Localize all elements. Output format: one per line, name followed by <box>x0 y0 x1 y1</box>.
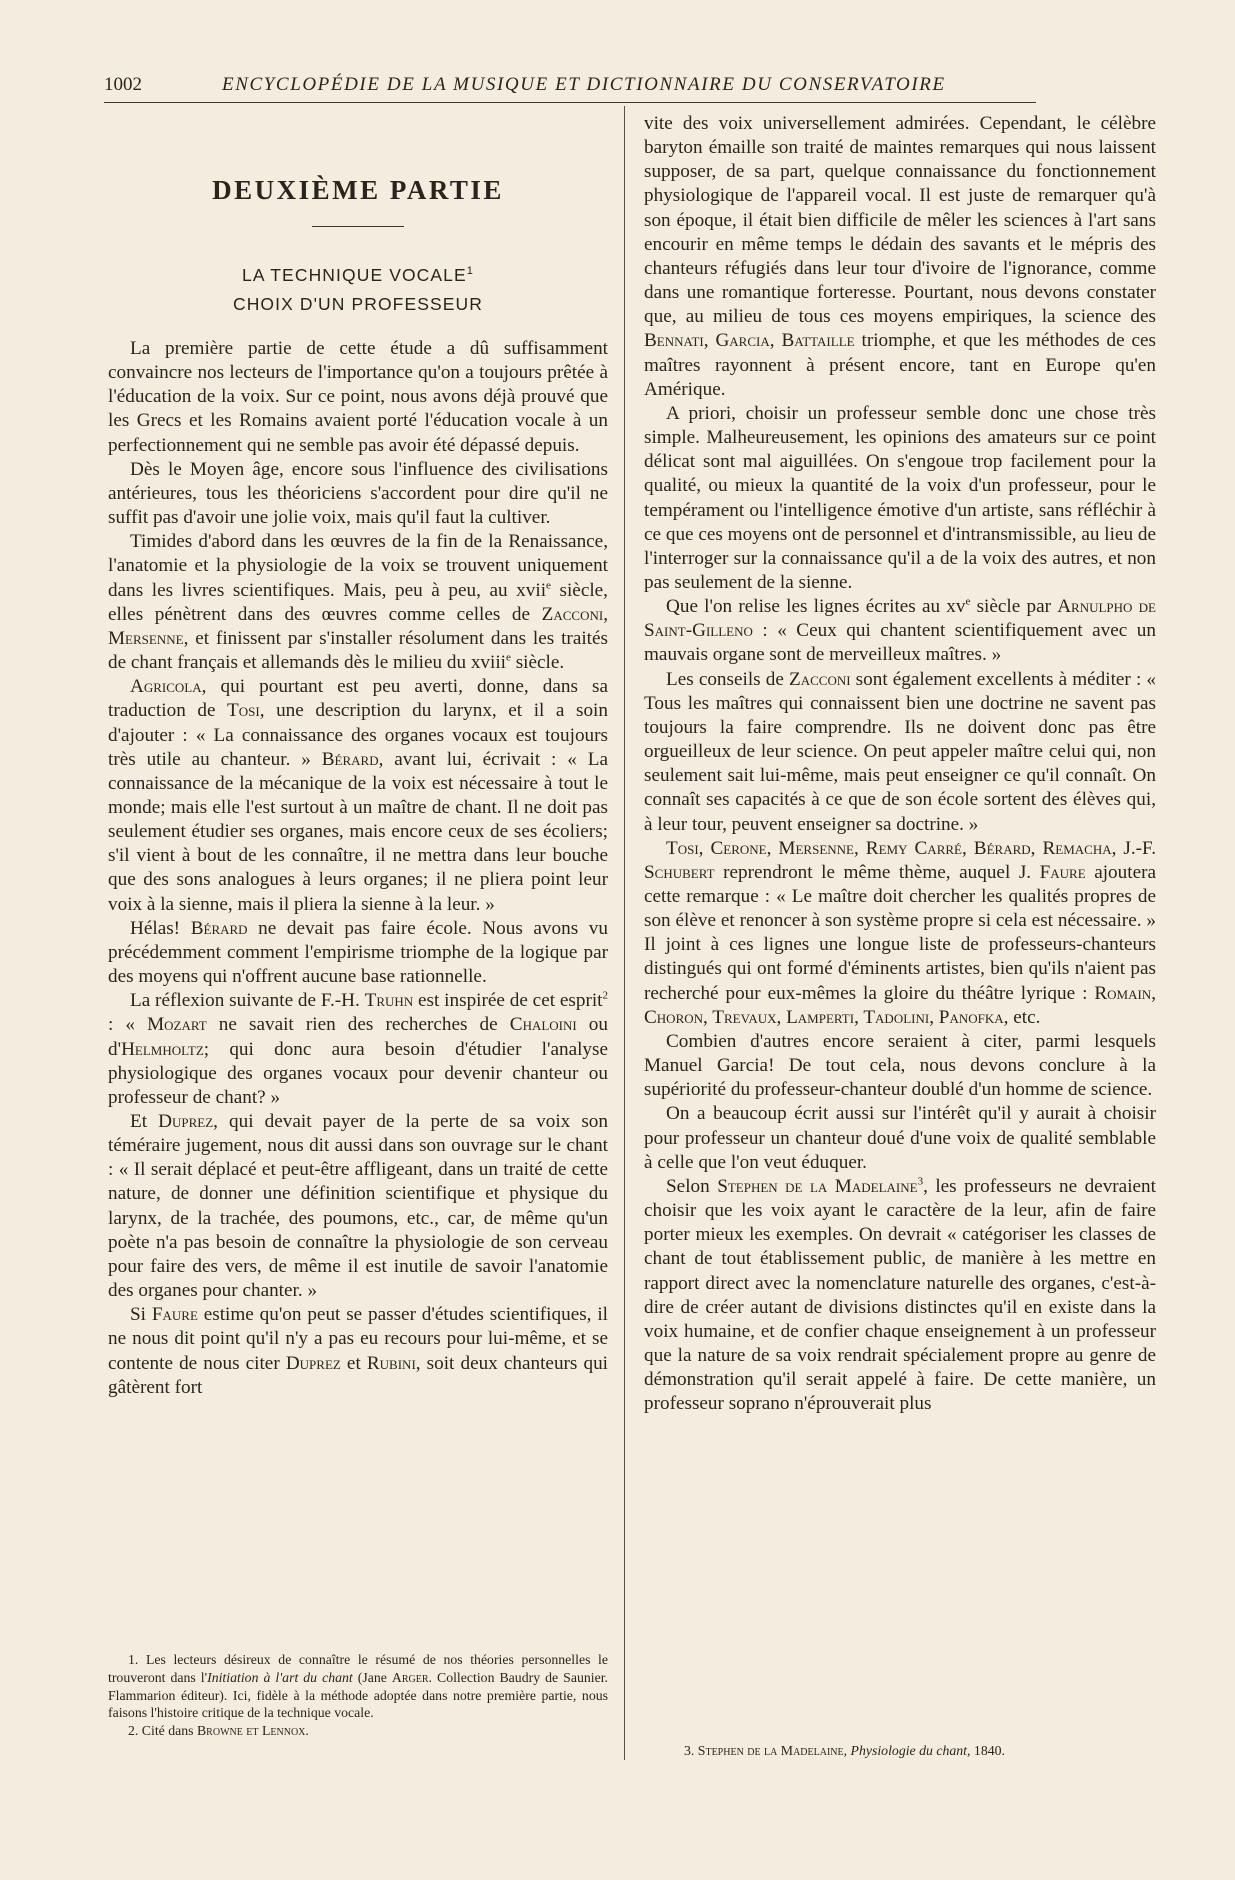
person-name: Rubini <box>366 1352 416 1374</box>
running-header <box>104 72 1036 102</box>
person-name: Bérard <box>190 917 248 939</box>
person-name: Battaille <box>781 330 855 352</box>
paragraph: Que l'on relise les lignes écrites au $xv^e$ siècle par Arnulpho de Saint-Gilleno : « Ceux qui chantent scientifiquement avec un mauvais organe sont de merveilleux maîtres. » <box>644 595 1156 666</box>
left-column <box>108 112 608 1400</box>
subsection-heading: CHOIX D'UN PROFESSEUR <box>232 294 484 314</box>
section-heading <box>108 261 608 290</box>
person-name: Zacconi <box>541 603 604 625</box>
person-name: Stephen de la Madelaine <box>717 1175 918 1197</box>
person-name: Tosi <box>227 700 260 722</box>
person-name: Faure <box>151 1304 198 1326</box>
paragraph: La réflexion suivante de F.-H. Truhn est inspirée de cet esprit$^2$ : « Mozart ne savait rien des recherches de Chaloini ou d'Helmholtz; qui donc aura besoin d'étudier l'analyse physiologique des organes vocaux pour devenir chanteur ou professeur de chant? » <box>108 989 608 1108</box>
part-title: DEUXIÈME PARTIE <box>212 175 504 205</box>
paragraph: La première partie de cette étude a dû suffisamment convaincre nos lecteurs de l'importance qu'on a toujours prêtée à l'éducation de la voix. Sur ce point, nous avons déjà prouvé que les Grecs et les Romains avaient porté l'éducation vocale à un perfectionnement qui ne semble pas avoir été dépassé depuis. <box>108 338 608 456</box>
person-names: Romain, Choron, Trevaux, Lamperti, Tadolini, Panofka <box>644 982 1156 1028</box>
paragraph: Tosi, Cerone, Mersenne, Remy Carré, Bérard, Remacha, J.-F. Schubert reprendront le même thème, auquel J. Faure ajoutera cette remarque : « Le maître doit chercher les qualités propres de son élève et renoncer à son système propre si cela est nécessaire. » Il joint à ces lignes une longue liste de professeurs-chanteurs distingués qui ont formé d'éminents artistes, bien qu'ils n'aient pas recherché pour eux-mêmes la gloire du théâtre lyrique : Romain, Choron, Trevaux, Lamperti, Tadolini, Panofka, etc. <box>644 837 1156 1028</box>
paragraph: Hélas! Bérard ne devait pas faire école. Nous avons vu précédemment comment l'empirisme triomphe de la logique par des moyens qui n'offrent aucune base rationnelle. <box>108 917 608 988</box>
footnote-marker-1: 1 <box>466 265 475 278</box>
page-number: 1002 <box>104 74 142 95</box>
section-heading-text: LA TECHNIQUE VOCALE <box>241 265 467 285</box>
footnote-1: 1. Les lecteurs désireux de connaître le résumé de nos théories personnelles le trouveront dans l'Initiation à l'art du chant (Jane Arger. Collection Baudry de Saunier. Flammarion éditeur). Ici, fidèle à la méthode adoptée dans notre première partie, nous faisons l'histoire critique de la technique vocale. <box>108 1652 608 1721</box>
paragraph: Combien d'autres encore seraient à citer, parmi lesquels Manuel Garcia! De tout cela, nous devons conclure à la supériorité du professeur-chanteur doublé d'un homme de science. <box>644 1030 1156 1101</box>
title-rule <box>312 226 404 227</box>
paragraph: Si Faure estime qu'on peut se passer d'études scientifiques, il ne nous dit point qu'il n'y a pas eu recours pour lui-même, et se contente de nous citer Duprez et Rubini, soit deux chanteurs qui gâtèrent fort <box>108 1304 608 1398</box>
paragraph: Selon Stephen de la Madelaine$^3$, les professeurs ne devraient choisir que les voix ayant le caractère de la leur, afin de faire porter mieux les exemples. On devrait « catégoriser les classes de chant de tout établissement public, de manière à les mettre en rapport direct avec la nomenclature naturelle des organes, c'est-à-dire de créer autant de divisions distinctes qu'il en existe dans la voix humaine, et de confier chaque enseignement à un professeur que la nature de sa voix rendrait spécialement propre au genre de démonstration qu'il serait appelé à faire. De cette manière, un professeur soprano n'éprouverait plus <box>644 1175 1156 1415</box>
person-name: J. Faure <box>1018 861 1086 883</box>
paragraph: On a beaucoup écrit aussi sur l'intérêt qu'il y aurait à choisir pour professeur un chanteur doué d'une voix de qualité semblable à celle que l'on veut éduquer. <box>644 1103 1156 1173</box>
header-rule <box>104 102 1036 103</box>
paragraph: A priori, choisir un professeur semble donc une chose très simple. Malheureusement, les opinions des amateurs sur ce point délicat sont mal aiguillées. On s'engoue trop facilement pour la qualité, ou mieux la quantité de la voix d'un professeur, pour le tempérament ou l'intelligence émotive d'un artiste, sans réfléchir à ce que ces moyens ont de personnel et d'intransmissible, au lieu de l'interroger sur la connaissance qu'il a de la voix des autres, et non pas seulement de la sienne. <box>644 402 1156 593</box>
footnote-marker-3: 3 <box>917 1175 924 1188</box>
paragraph: Dès le Moyen âge, encore sous l'influence des civilisations antérieures, tous les théoriciens s'accordent pour dire qu'il ne suffit pas d'avoir une jolie voix, mais qu'il faut la cultiver. <box>108 458 608 529</box>
person-name: Duprez <box>285 1352 341 1374</box>
paragraph: Agricola, qui pourtant est peu averti, donne, dans sa traduction de Tosi, une description du larynx, et il a soin d'ajouter : « La connaissance des organes vocaux est toujours très utile au chanteur. » Bérard, avant lui, écrivait : « La connaissance de la mécanique de la voix est nécessaire à tout le monde; mais elle l'est surtout à un maître de chant. Il ne doit pas seulement étudier ses organes, mais encore ceux de ses écoliers; s'il vient à bout de les connaître, il ne mettra dans leur bouche que des sons analogues à leurs organes; il ne pliera point leur voix à la sienne, mais il pliera la sienne à la leur. » <box>108 676 608 915</box>
person-name: Agricola <box>130 676 202 698</box>
paragraph: Et Duprez, qui devait payer de la perte de sa voix son téméraire jugement, nous dit aussi dans son ouvrage sur le chant : « Il serait déplacé et peut-être affligeant, dans un traité de cette nature, de donner une définition scientifique et physique du larynx, de la trachée, des poumons, etc., car, de même qu'un poète n'a pas besoin de connaître la physiologie de son cerveau pour faire des vers, de même il est inutile de savoir l'anatomie des organes pour chanter. » <box>108 1111 608 1302</box>
person-names: Tosi, Cerone, Mersenne, Remy Carré, Bérard, Remacha, J.-F. Schubert <box>644 837 1156 883</box>
person-name: Garcia <box>715 330 770 352</box>
paragraph: Les conseils de Zacconi sont également excellents à méditer : « Tous les maîtres qui connaissent bien une doctrine ne savent pas toujours la faire comprendre. Ils ne doivent donc pas être orgueilleux de leur science. On peut appeler maître celui qui, non seulement sait lui-même, mais peut enseigner ce qu'il connaît. On connaît ses capacités à ce que de son école sortent des élèves qui, à leur tour, peuvent enseigner sa doctrine. » <box>644 668 1156 835</box>
paragraph: vite des voix universellement admirées. Cependant, le célèbre baryton émaille son traité de maintes remarques qui nous laissent supposer, de sa part, quelque connaissance du fonctionnement physiologique de l'appareil vocal. Il est juste de remarquer qu'à son époque, il était bien difficile de mêler les sciences à l'art sans encourir en même temps le dédain des savants et le mépris des chanteurs réfugiés dans leur tour d'ivoire de l'ignorance, comme dans une romantique forteresse. Pourtant, nous devons constater que, au milieu de tous ces moyens empiriques, la science des Bennati, Garcia, Battaille triomphe, et que les méthodes de ces maîtres rayonnent à présent encore, tant en Europe qu'en Amérique. <box>644 113 1156 400</box>
footnote-2: 2. Cité dans Browne et Lennox. <box>128 1723 309 1739</box>
person-name: Bérard <box>321 748 379 770</box>
person-name: Helmholtz <box>121 1038 204 1060</box>
person-name: Truhn <box>364 990 414 1012</box>
footnote-3: 3. Stephen de la Madelaine, Physiologie du chant, 1840. <box>684 1743 1005 1758</box>
person-name: Arnulpho de Saint-Gilleno <box>644 596 1156 642</box>
footnotes-right <box>664 1742 1144 1760</box>
person-name: Bennati <box>644 330 704 352</box>
person-name: Mozart <box>147 1014 207 1036</box>
column-divider <box>624 106 625 1760</box>
person-name: Mersenne <box>108 627 184 649</box>
footnotes-left <box>108 1651 608 1740</box>
footnote-marker-2: 2 <box>602 989 608 1002</box>
paragraph: Timides d'abord dans les œuvres de la fin de la Renaissance, l'anatomie et la physiologie de la voix se trouvent uniquement dans les livres scientifiques. Mais, peu à peu, au xvii$^e$ siècle, elles pénètrent dans des œuvres comme celles de Zacconi, Mersenne, et finissent par s'installer résolument dans les traités de chant français et allemands dès le milieu du xviii$^e$ siècle. <box>108 531 608 674</box>
running-title: ENCYCLOPÉDIE DE LA MUSIQUE ET DICTIONNAIRE DU CONSERVATOIRE <box>222 74 946 95</box>
person-name: Duprez <box>158 1111 214 1132</box>
person-name: Chaloini <box>509 1014 577 1036</box>
person-name: Zacconi <box>789 668 851 690</box>
right-column <box>644 112 1156 1416</box>
